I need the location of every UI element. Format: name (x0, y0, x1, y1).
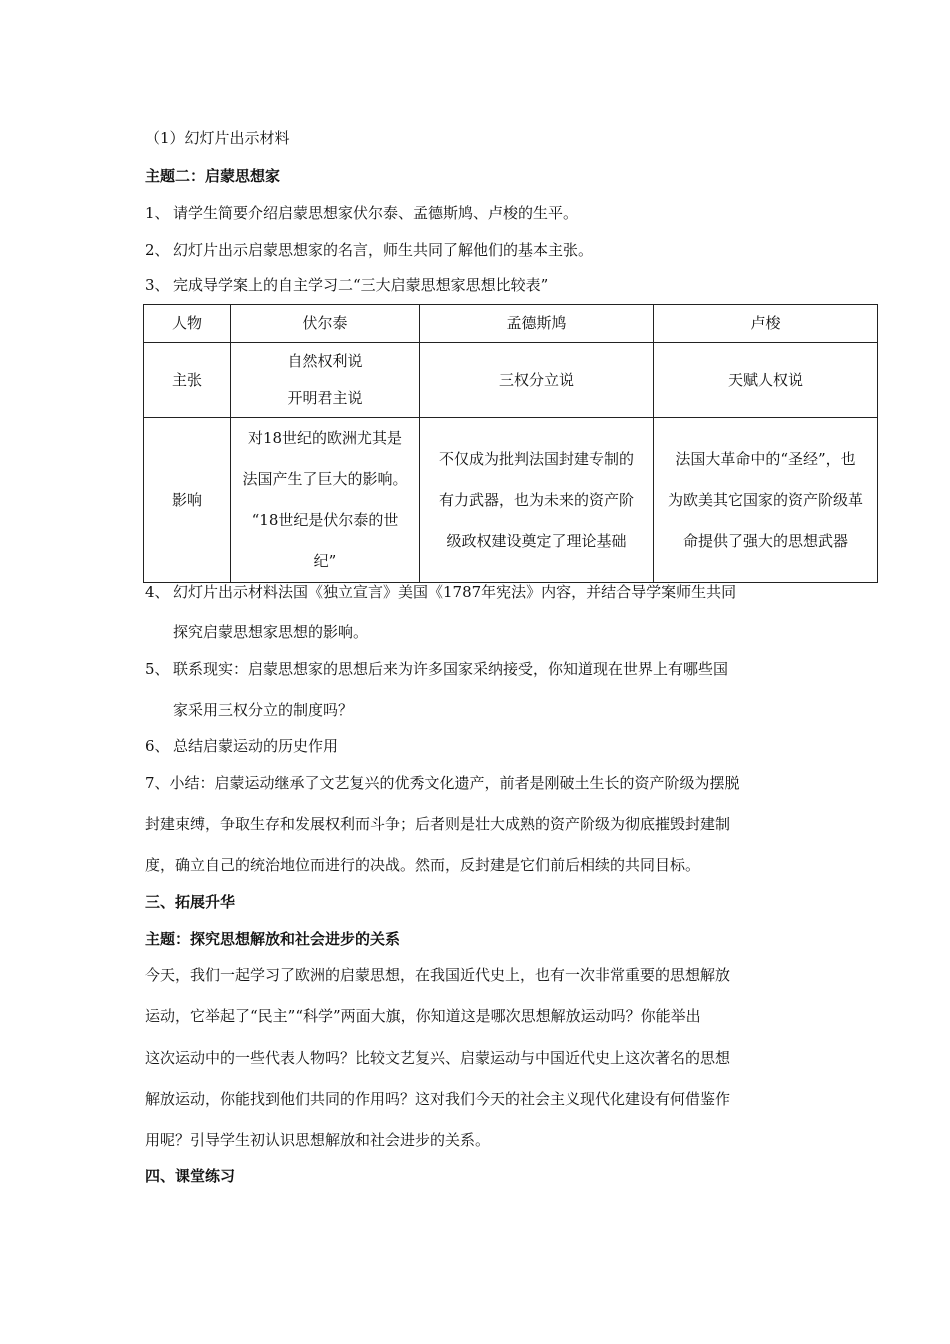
item-continuation: 家采用三权分立的制度吗？ (173, 701, 354, 719)
row-label: 影响 (144, 418, 231, 583)
item-text: 请学生简要介绍启蒙思想家伏尔泰、孟德斯鸠、卢梭的生平。 (173, 204, 579, 222)
header-cell: 伏尔泰 (231, 305, 420, 343)
paragraph-line: 今天，我们一起学习了欧洲的启蒙思想，在我国近代史上，也有一次非常重要的思想解放 (145, 966, 731, 984)
cell-line: 命提供了强大的思想武器 (682, 531, 848, 550)
list-item (145, 275, 548, 295)
item-number: 3、 (145, 276, 170, 294)
paragraph-line: 运动，它举起了“民主”“科学”两面大旗，你知道这是哪次思想解放运动吗？你能举出 (145, 1007, 701, 1025)
summary-line: 封建束缚，争取生存和发展权利而斗争；后者则是壮大成熟的资产阶级为彻底摧毁封建制 (145, 815, 731, 833)
paragraph-line: 这次运动中的一些代表人物吗？比较文艺复兴、启蒙运动与中国近代史上这次著名的思想 (145, 1049, 731, 1067)
item-number: 6、 (145, 737, 170, 755)
cell-line: 有力武器，也为未来的资产阶 (438, 490, 634, 509)
cell-line: 开明君主说 (287, 389, 363, 407)
paragraph-line: 用呢？引导学生初认识思想解放和社会进步的关系。 (145, 1131, 491, 1149)
list-item (145, 582, 736, 602)
summary-line: 7、小结：启蒙运动继承了文艺复兴的优秀文化遗产，前者是刚破土生长的资产阶级为摆脱 (145, 774, 740, 792)
section-three-heading: 三、拓展升华 (145, 893, 236, 911)
item-text: 总结启蒙运动的历史作用 (173, 737, 339, 755)
cell-line: “18世纪是伏尔泰的世 (251, 511, 399, 529)
section-four-heading: 四、课堂练习 (145, 1167, 236, 1185)
cell-line: 自然权利说 (287, 352, 363, 370)
cell-line: 为欧美其它国家的资产阶级革 (667, 490, 863, 509)
table-row (144, 343, 878, 418)
cell-line: 对18世纪的欧洲尤其是 (247, 429, 403, 447)
item-number: 4、 (145, 583, 170, 601)
theme-two-heading: 主题二：启蒙思想家 (145, 167, 281, 185)
item-text: 幻灯片出示启蒙思想家的名言，师生共同了解他们的基本主张。 (173, 241, 594, 259)
summary-line: 度，确立自己的统治地位而进行的决战。然而，反封建是它们前后相续的共同目标。 (145, 856, 701, 874)
row-label: 主张 (144, 343, 231, 418)
table-cell: 三权分立说 (420, 343, 654, 418)
cell-line: 法国产生了巨大的影响。 (242, 470, 408, 488)
item-text: 完成导学案上的自主学习二“三大启蒙思想家思想比较表” (173, 276, 549, 294)
item-number: 5、 (145, 660, 170, 678)
cell-line: 纪” (313, 552, 337, 570)
table-cell (420, 418, 654, 583)
cell-line: 级政权建设奠定了理论基础 (446, 531, 627, 550)
header-cell: 孟德斯鸠 (420, 305, 654, 343)
list-item (145, 203, 578, 223)
cell-line: 法国大革命中的“圣经”，也 (675, 449, 856, 468)
table-header-row (144, 305, 878, 343)
item-number: 2、 (145, 241, 170, 259)
list-item (145, 659, 728, 679)
item-number: 1、 (145, 204, 170, 222)
cell-line: 不仅成为批判法国封建专制的 (438, 449, 634, 468)
header-cell: 卢梭 (654, 305, 878, 343)
comparison-table (143, 304, 878, 583)
table-row (144, 418, 878, 583)
item-text: 联系现实：启蒙思想家的思想后来为许多国家采纳接受，你知道现在世界上有哪些国 (173, 660, 729, 678)
table-cell (231, 343, 420, 418)
table-cell (231, 418, 420, 583)
item-text: 幻灯片出示材料法国《独立宣言》美国《1787年宪法》内容，并结合导学案师生共同 (173, 583, 737, 601)
item-continuation: 探究启蒙思想家思想的影响。 (173, 623, 369, 641)
header-cell: 人物 (144, 305, 231, 343)
slide-material-line: （1）幻灯片出示材料 (145, 129, 290, 147)
table-cell: 天赋人权说 (654, 343, 878, 418)
paragraph-line: 解放运动，你能找到他们共同的作用吗？这对我们今天的社会主义现代化建设有何借鉴作 (145, 1090, 731, 1108)
table-cell (654, 418, 878, 583)
list-item (145, 736, 338, 756)
list-item (145, 240, 593, 260)
theme-heading: 主题：探究思想解放和社会进步的关系 (145, 930, 401, 948)
